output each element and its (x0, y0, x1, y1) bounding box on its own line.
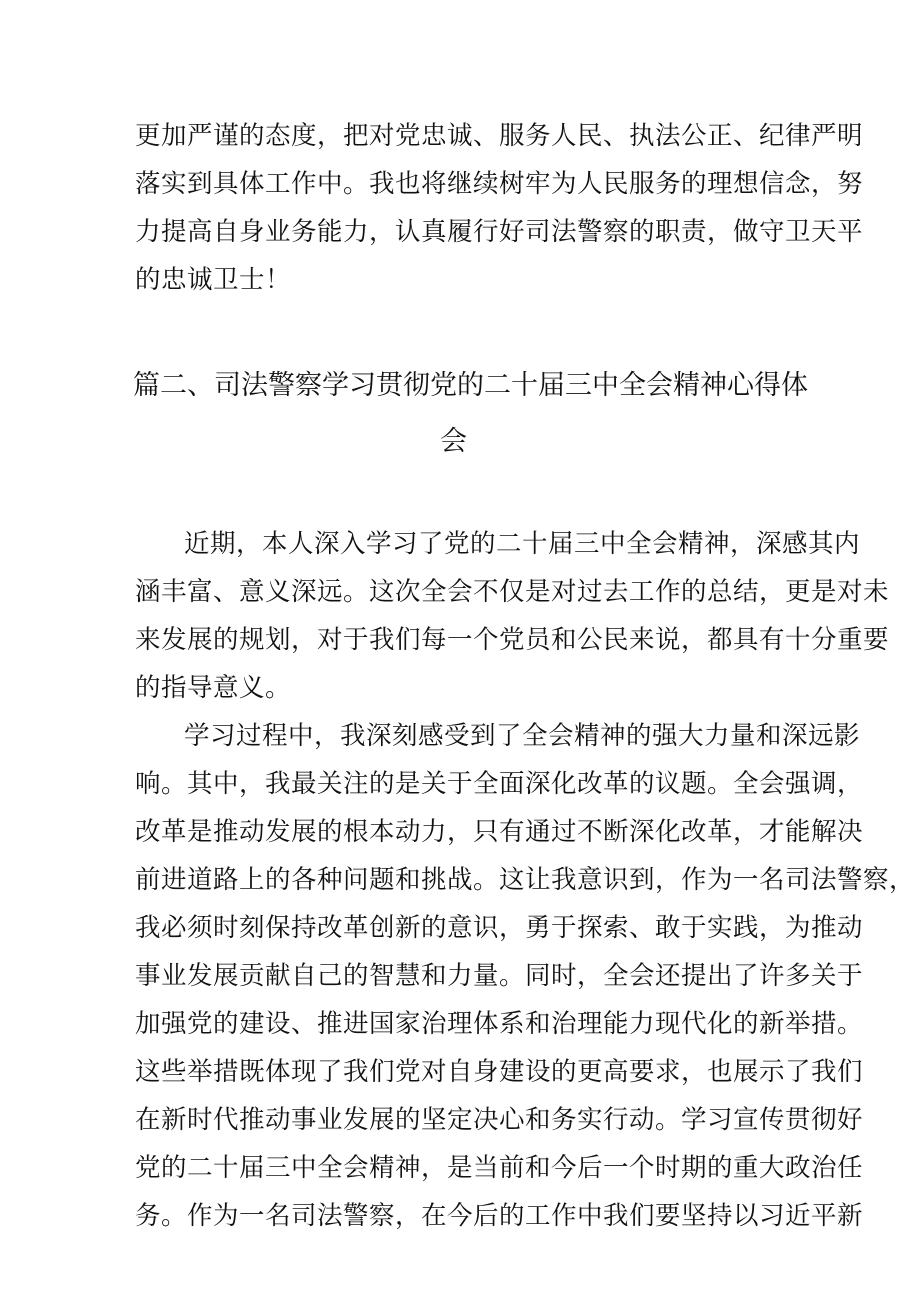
text-line: 的忠诚卫士！ (135, 265, 292, 295)
section-heading: 篇二、司法警察学习贯彻党的二十届三中全会精神心得体 (133, 370, 808, 401)
text-line: 这些举措既体现了我们党对自身建设的更高要求，也展示了我们 (135, 1057, 864, 1087)
text-line: 学习过程中，我深刻感受到了全会精神的强大力量和深远影 (184, 721, 861, 751)
text-line: 前进道路上的各种问题和挑战。这让我意识到，作为一名司法警察， (135, 865, 916, 895)
text-line: 更加严谨的态度，把对党忠诚、服务人民、执法公正、纪律严明 (135, 121, 864, 151)
text-line: 事业发展贡献自己的智慧和力量。同时，全会还提出了许多关于 (135, 961, 864, 991)
text-line: 来发展的规划，对于我们每一个党员和公民来说，都具有十分重要 (135, 625, 890, 655)
text-line: 涵丰富、意义深远。这次全会不仅是对过去工作的总结，更是对未 (135, 577, 890, 607)
text-line: 落实到具体工作中。我也将继续树牢为人民服务的理想信念，努 (135, 169, 864, 199)
text-line: 党的二十届三中全会精神，是当前和今后一个时期的重大政治任 (135, 1153, 864, 1183)
section-heading-continued: 会 (440, 426, 467, 457)
text-line: 的指导意义。 (135, 673, 292, 703)
text-line: 响。其中，我最关注的是关于全面深化改革的议题。全会强调， (135, 769, 864, 799)
text-line: 务。作为一名司法警察，在今后的工作中我们要坚持以习近平新 (135, 1201, 864, 1231)
text-line: 改革是推动发展的根本动力，只有通过不断深化改革，才能解决 (135, 817, 864, 847)
text-line: 力提高自身业务能力，认真履行好司法警察的职责，做守卫天平 (135, 217, 864, 247)
text-line: 近期，本人深入学习了党的二十届三中全会精神，深感其内 (184, 529, 861, 559)
text-line: 在新时代推动事业发展的坚定决心和务实行动。学习宣传贯彻好 (135, 1105, 864, 1135)
text-line: 我必须时刻保持改革创新的意识，勇于探索、敢于实践，为推动 (135, 913, 864, 943)
text-line: 加强党的建设、推进国家治理体系和治理能力现代化的新举措。 (135, 1009, 864, 1039)
